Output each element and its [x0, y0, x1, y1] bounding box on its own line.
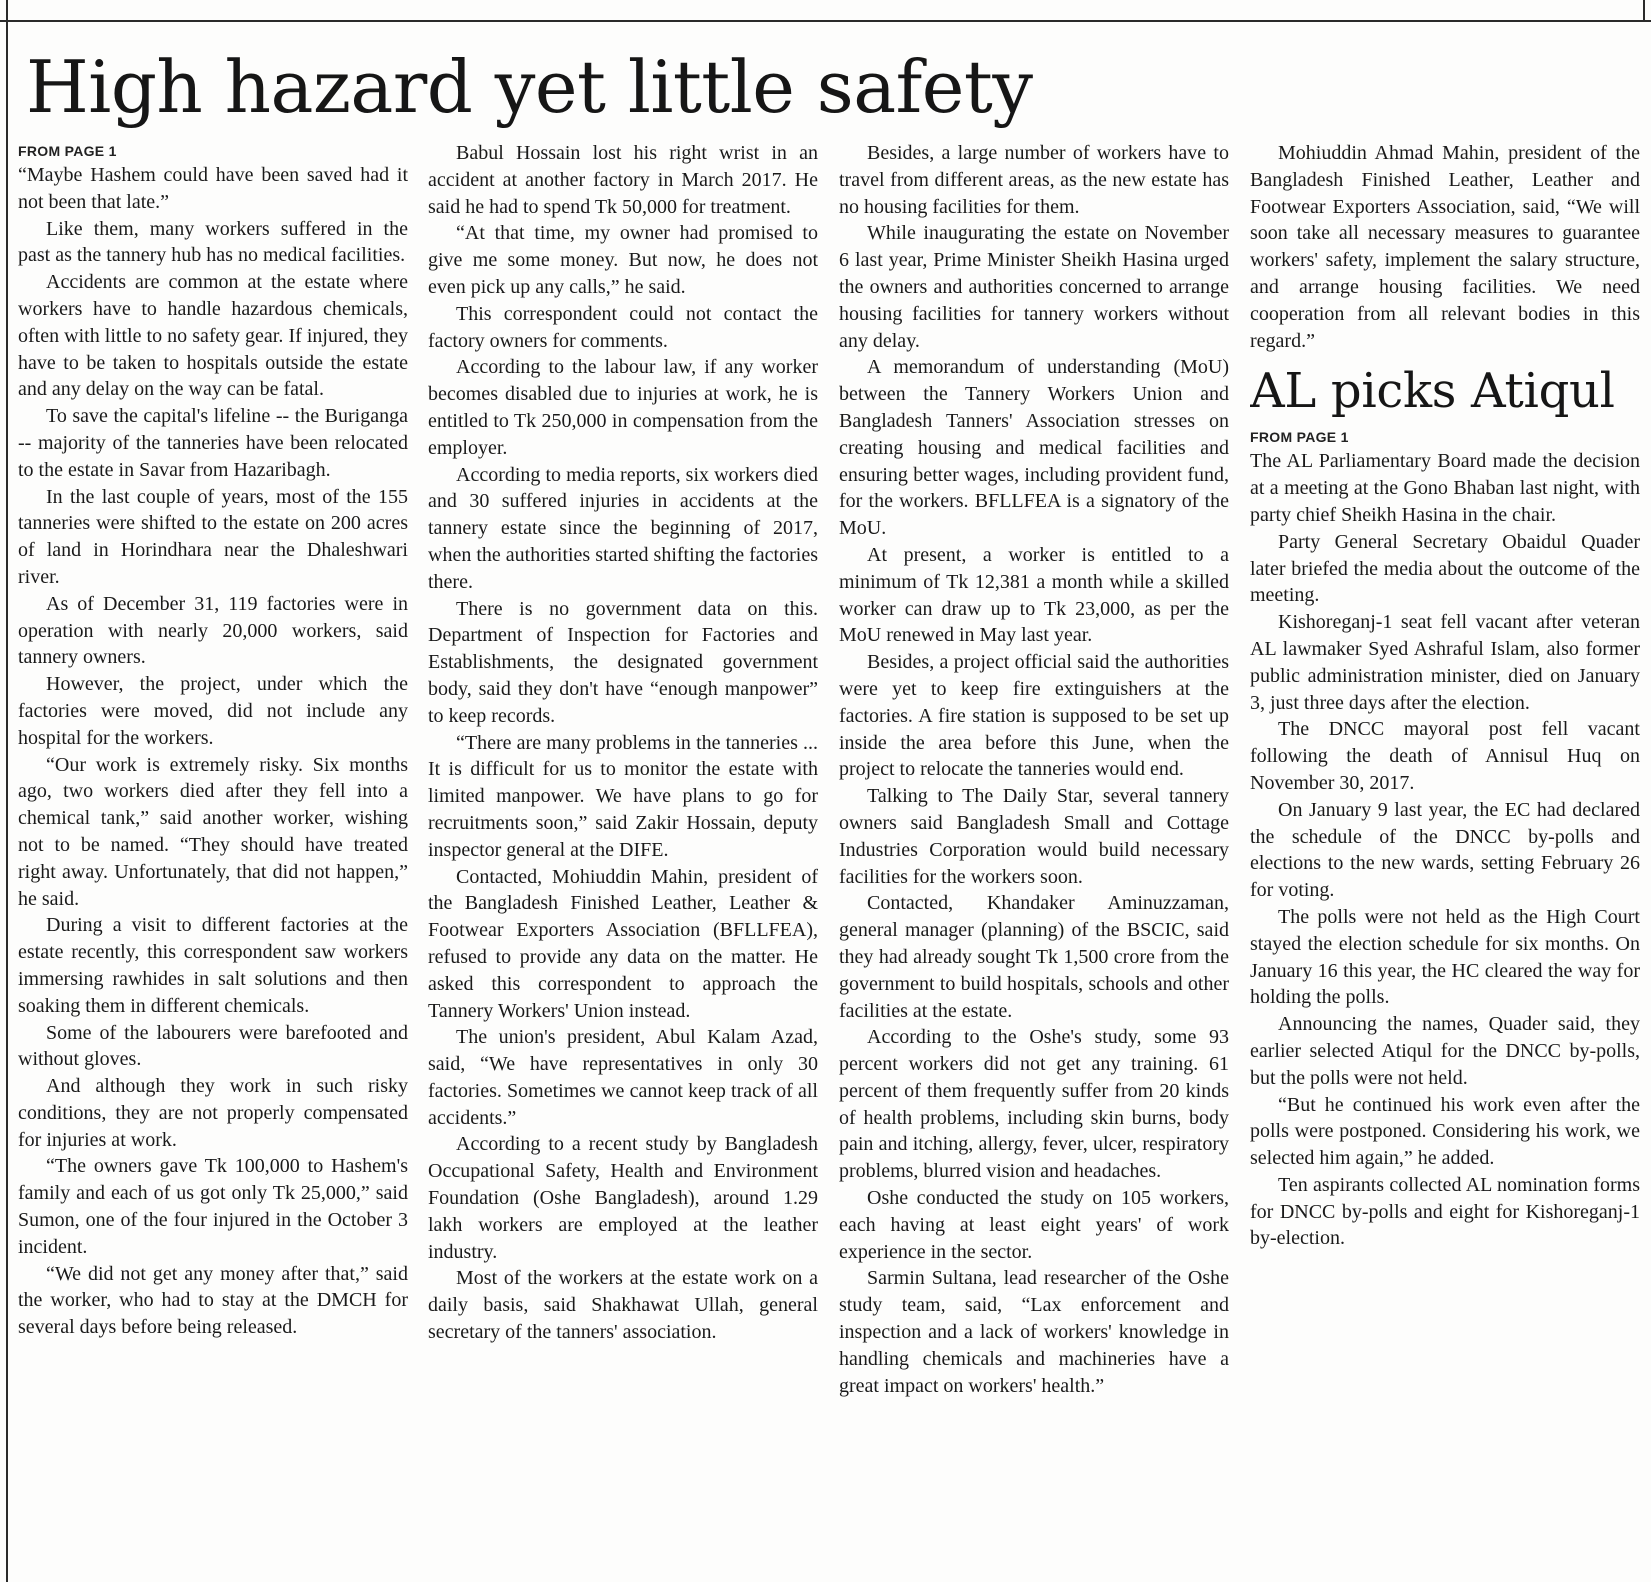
paragraph: “At that time, my owner had promised to give me some money. But now, he does not even pick up any calls,” he said. [428, 222, 818, 298]
second-headline: AL picks Atiqul [1250, 363, 1615, 420]
paragraph: Most of the workers at the estate work on a daily basis, said Shakhawat Ullah, general secretary of the tanners' association. [428, 1267, 818, 1344]
paragraph: Like them, many workers suffered in the past as the tannery hub has no medical facilities. [18, 217, 408, 267]
column-2 [428, 140, 818, 1582]
column-1 [18, 140, 408, 1582]
paragraph: The DNCC mayoral post fell vacant following the death of Annisul Huq on November 30, 2017. [1250, 718, 1640, 794]
main-story-kicker: FROM PAGE 1 [18, 143, 117, 159]
paragraph: Besides, a project official said the authorities were yet to keep fire extinguishers at the factories. A fire station is supposed to be set up inside the area before this June, when the project to relocate the tanneries would end. [839, 651, 1229, 781]
paragraph: According to media reports, six workers died and 30 suffered injuries in accidents at the tannery estate since the beginning of 2017, when the authorities started shifting the factories there. [428, 463, 818, 593]
paragraph: According to the Oshe's study, some 93 percent workers did not get any training. 61 percent of them frequently suffer from 20 kinds of health problems, including skin burns, body pain and itching, allergy, fever, ulcer, respiratory problems, blurred vision and headaches. [839, 1026, 1229, 1183]
left-rule [6, 0, 8, 1582]
paragraph: In the last couple of years, most of the 155 tanneries were shifted to the estate on 200 acres of land in Horindhara near the Dhaleshwari river. [18, 485, 408, 588]
paragraph: “The owners gave Tk 100,000 to Hashem's family and each of us got only Tk 25,000,” said Sumon, one of the four injured in the October 3 incident. [18, 1155, 408, 1258]
paragraph: The union's president, Abul Kalam Azad, said, “We have representatives in only 30 factories. Sometimes we cannot keep track of all accidents.” [428, 1026, 818, 1129]
paragraph: The polls were not held as the High Court stayed the election schedule for six months. On January 16 this year, the HC cleared the way for holding the polls. [1250, 905, 1640, 1009]
paragraph: The AL Parliamentary Board made the decision at a meeting at the Gono Bhaban last night, with party chief Sheikh Hasina in the chair. [1250, 450, 1640, 526]
paragraph: “Our work is extremely risky. Six months ago, two workers died after they fell into a chemical tank,” said another worker, wishing not to be named. “They should have treated right away. Unfortunately, that did not happen,” he said. [18, 753, 408, 910]
main-headline: High hazard yet little safety [26, 45, 1033, 129]
paragraph: Talking to The Daily Star, several tannery owners said Bangladesh Small and Cottage Industries Corporation would build necessary facilities for the workers soon. [839, 785, 1229, 888]
paragraph: “There are many problems in the tanneries ... It is difficult for us to monitor the estate with limited manpower. We have plans to go for recruitments soon,” said Zakir Hossain, deputy inspector general at the DIFE. [428, 731, 818, 861]
paragraph: However, the project, under which the factories were moved, did not include any hospital for the workers. [18, 673, 408, 749]
paragraph: Ten aspirants collected AL nomination forms for DNCC by-polls and eight for Kishoreganj-1 by-election. [1250, 1173, 1640, 1250]
paragraph: While inaugurating the estate on November 6 last year, Prime Minister Sheikh Hasina urged the owners and authorities concerned to arrange housing facilities for tannery workers without any delay. [839, 222, 1229, 352]
paragraph: There is no government data on this. Department of Inspection for Factories and Establishments, the designated government body, said they don't have “enough manpower” to keep records. [428, 597, 818, 727]
paragraph: A memorandum of understanding (MoU) between the Tannery Workers Union and Bangladesh Tanners' Association stresses on creating housing and medical facilities and ensuring better wages, including provident fund, for the workers. BFLLFEA is a signatory of the MoU. [839, 356, 1229, 540]
right-rule-stub [1643, 0, 1645, 22]
column-4 [1250, 140, 1640, 1582]
paragraph: Accidents are common at the estate where workers have to handle hazardous chemicals, often with little to no safety gear. If injured, they have to be taken to hospitals outside the estate and any delay on the way can be fatal. [18, 271, 408, 401]
paragraph: Babul Hossain lost his right wrist in an accident at another factory in March 2017. He said he had to spend Tk 50,000 for treatment. [428, 142, 818, 218]
paragraph: Contacted, Mohiuddin Mahin, president of the Bangladesh Finished Leather, Leather & Footwear Exporters Association (BFLLFEA), refused to provide any data on the matter. He asked this correspondent to approach the Tannery Workers' Union instead. [428, 865, 818, 1022]
paragraph: And although they work in such risky conditions, they are not properly compensated for injuries at work. [18, 1075, 408, 1151]
top-rule [0, 20, 1651, 22]
paragraph: To save the capital's lifeline -- the Buriganga -- majority of the tanneries have been relocated to the estate in Savar from Hazaribagh. [18, 405, 408, 481]
paragraph: According to a recent study by Bangladesh Occupational Safety, Health and Environment Foundation (Oshe Bangladesh), around 1.29 lakh workers are employed at the leather industry. [428, 1133, 818, 1263]
paragraph: Besides, a large number of workers have to travel from different areas, as the new estate has no housing facilities for them. [839, 142, 1229, 218]
paragraph: Oshe conducted the study on 105 workers, each having at least eight years' of work experience in the sector. [839, 1187, 1229, 1263]
paragraph: “Maybe Hashem could have been saved had it not been that late.” [18, 164, 408, 213]
paragraph: Contacted, Khandaker Aminuzzaman, general manager (planning) of the BSCIC, said they had already sought Tk 1,500 crore from the government to build hospitals, schools and other facilities at the estate. [839, 892, 1229, 1022]
paragraph: On January 9 last year, the EC had declared the schedule of the DNCC by-polls and elections to the new wards, setting February 26 for voting. [1250, 798, 1640, 902]
paragraph: Mohiuddin Ahmad Mahin, president of the Bangladesh Finished Leather, Leather and Footwear Exporters Association, said, “We will soon take all necessary measures to guarantee workers' safety, implement the salary structure, and arrange housing facilities. We need cooperation from all relevant bodies in this regard.” [1250, 142, 1640, 352]
paragraph: Announcing the names, Quader said, they earlier selected Atiqul for the DNCC by-polls, but the polls were not held. [1250, 1013, 1640, 1089]
paragraph: “We did not get any money after that,” said the worker, who had to stay at the DMCH for several days before being released. [18, 1262, 408, 1339]
paragraph: At present, a worker is entitled to a minimum of Tk 12,381 a month while a skilled worker can draw up to Tk 23,000, as per the MoU renewed in May last year. [839, 543, 1229, 647]
paragraph: Some of the labourers were barefooted and without gloves. [18, 1021, 408, 1071]
paragraph: As of December 31, 119 factories were in operation with nearly 20,000 workers, said tannery owners. [18, 592, 408, 669]
paragraph: Party General Secretary Obaidul Quader later briefed the media about the outcome of the meeting. [1250, 530, 1640, 607]
paragraph: This correspondent could not contact the factory owners for comments. [428, 302, 818, 352]
paragraph: “But he continued his work even after the polls were postponed. Considering his work, we selected him again,” he added. [1250, 1093, 1640, 1170]
paragraph: According to the labour law, if any worker becomes disabled due to injuries at work, he is entitled to Tk 250,000 in compensation from the employer. [428, 356, 818, 459]
column-3 [839, 140, 1229, 1582]
paragraph: During a visit to different factories at the estate recently, this correspondent saw workers immersing rawhides in salt solutions and then soaking them in different chemicals. [18, 914, 408, 1017]
paragraph: Kishoreganj-1 seat fell vacant after veteran AL lawmaker Syed Ashraful Islam, also former public administration minister, died on January 3, just three days after the election. [1250, 611, 1640, 714]
paragraph: Sarmin Sultana, lead researcher of the Oshe study team, said, “Lax enforcement and inspection and a lack of workers' knowledge in handling chemicals and machineries have a great impact on workers' health.” [839, 1267, 1229, 1397]
second-story-kicker: FROM PAGE 1 [1250, 429, 1349, 446]
